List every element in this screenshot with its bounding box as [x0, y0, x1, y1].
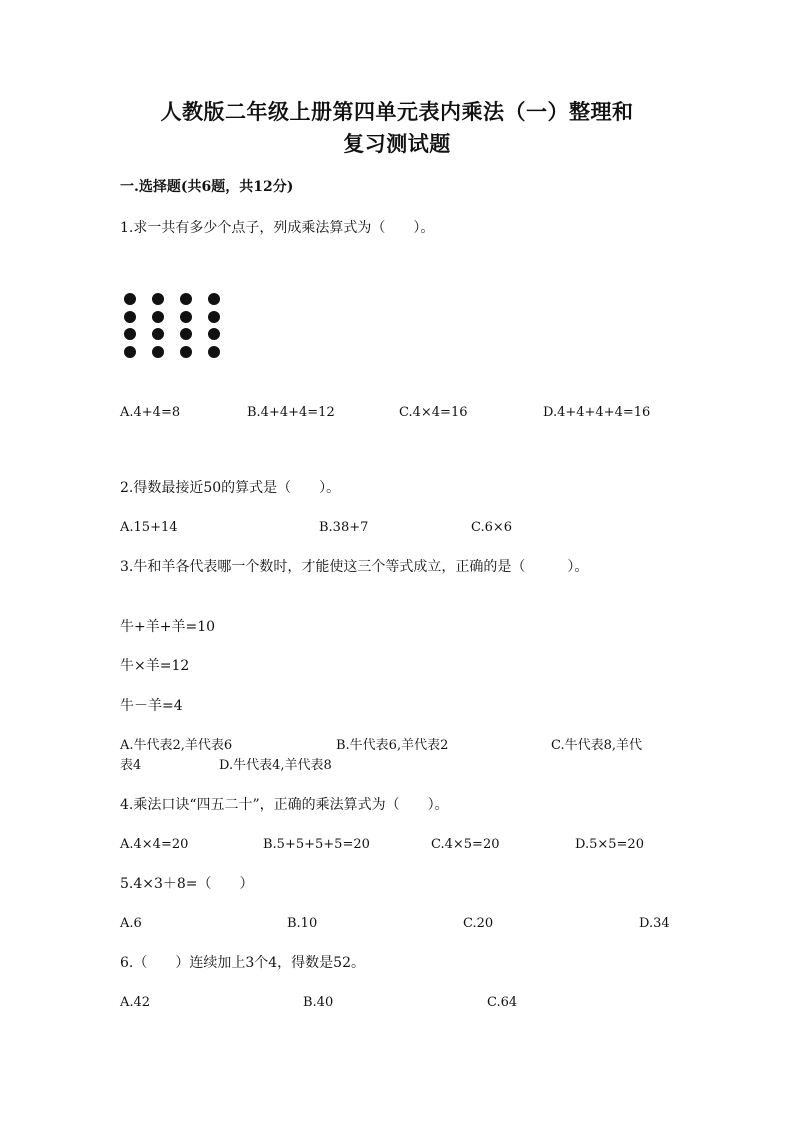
question-6-text: 6.（ ）连续加上3个4，得数是52。	[120, 955, 365, 971]
dot	[208, 346, 220, 358]
dot	[152, 293, 164, 305]
q3-equation-2: 牛×羊=12	[120, 658, 190, 674]
q4-option-d: D.5×5=20	[575, 837, 644, 852]
dot	[124, 346, 136, 358]
q5-option-b: B.10	[287, 916, 318, 931]
q5-option-a: A.6	[120, 916, 142, 931]
q3-equation-3: 牛－羊=4	[120, 698, 183, 714]
dot	[180, 311, 192, 323]
q1-option-c: C.4×4=16	[399, 405, 468, 420]
q3-option-b: B.牛代表6,羊代表2	[336, 738, 449, 753]
dot	[124, 311, 136, 323]
dot	[124, 328, 136, 340]
q5-option-d: D.34	[639, 916, 670, 931]
question-5-text: 5.4×3＋8=（ ）	[120, 876, 254, 892]
question-4-text: 4.乘法口诀“四五二十”，正确的乘法算式为（ ）。	[120, 797, 449, 813]
dot	[208, 311, 220, 323]
page-title-line1: 人教版二年级上册第四单元表内乘法（一）整理和	[160, 99, 634, 124]
q6-option-a: A.42	[120, 995, 151, 1010]
dot-grid-figure	[124, 293, 224, 359]
dot	[208, 328, 220, 340]
page-title-line2: 复习测试题	[343, 131, 451, 156]
q2-option-b: B.38+7	[319, 520, 369, 535]
q3-option-d: D.牛代表4,羊代表8	[219, 758, 332, 773]
dot	[152, 328, 164, 340]
q3-option-a: A.牛代表2,羊代表6	[120, 738, 233, 753]
q6-option-c: C.64	[487, 995, 518, 1010]
q1-option-b: B.4+4+4=12	[247, 405, 335, 420]
dot	[152, 311, 164, 323]
q4-option-b: B.5+5+5+5=20	[263, 837, 370, 852]
q1-option-a: A.4+4=8	[120, 405, 181, 420]
dot	[208, 293, 220, 305]
q3-option-c-continued: 表4	[120, 758, 142, 773]
question-1-text: 1.求一共有多少个点子，列成乘法算式为（ ）。	[120, 220, 435, 236]
q2-option-c: C.6×6	[471, 520, 513, 535]
q3-equation-1: 牛+羊+羊=10	[120, 619, 216, 635]
dot	[180, 346, 192, 358]
dot	[124, 293, 136, 305]
q1-option-d: D.4+4+4+4=16	[543, 405, 651, 420]
q3-option-c: C.牛代表8,羊代	[551, 738, 643, 753]
dot	[180, 328, 192, 340]
question-3-text: 3.牛和羊各代表哪一个数时，才能使这三个等式成立，正确的是（ ）。	[120, 559, 589, 575]
q4-option-c: C.4×5=20	[431, 837, 500, 852]
q6-option-b: B.40	[303, 995, 334, 1010]
dot	[152, 346, 164, 358]
q5-option-c: C.20	[463, 916, 494, 931]
q4-option-a: A.4×4=20	[120, 837, 189, 852]
question-2-text: 2.得数最接近50的算式是（ ）。	[120, 480, 341, 496]
dot	[180, 293, 192, 305]
section-heading: 一.选择题(共6题，共12分)	[120, 179, 294, 195]
q2-option-a: A.15+14	[120, 520, 178, 535]
